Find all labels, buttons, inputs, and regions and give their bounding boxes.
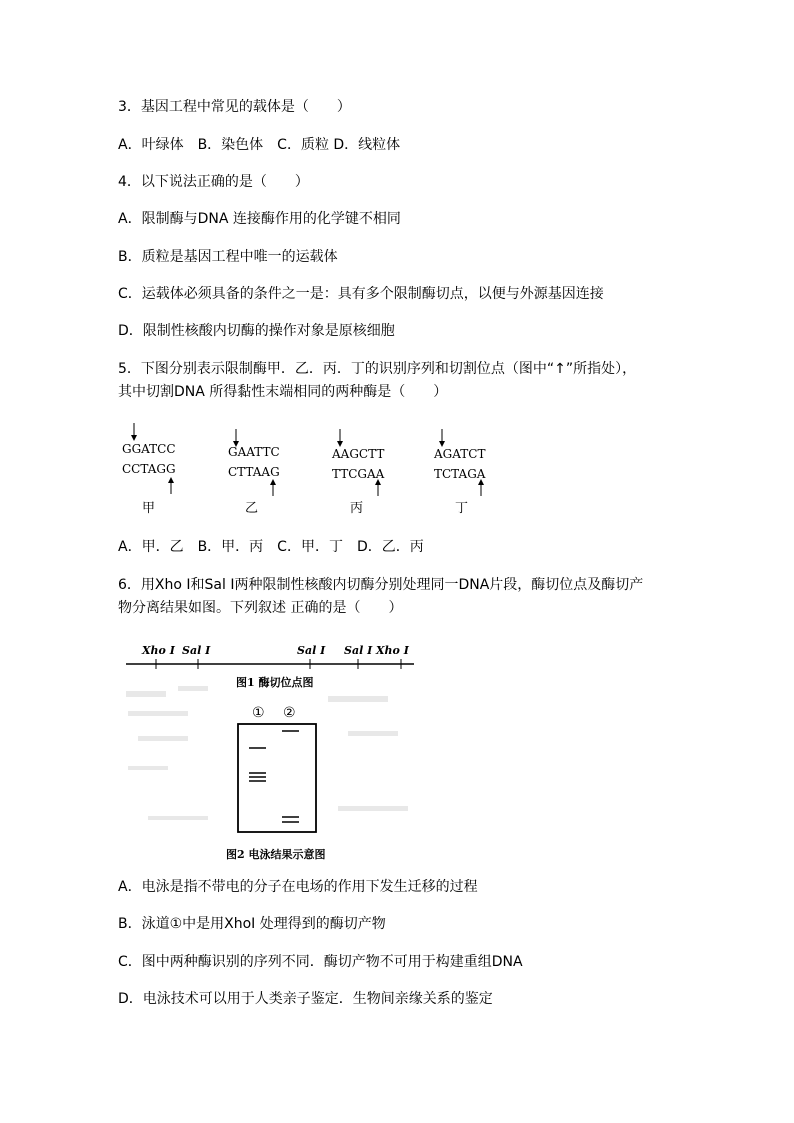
q3-stem: 3．基因工程中常见的载体是（ ） — [118, 99, 351, 115]
q6-option-b: B．泳道①中是用XhoI 处理得到的酶切产物 — [118, 916, 386, 932]
q4-stem: 4．以下说法正确的是（ ） — [118, 174, 309, 190]
fig2-caption: 图2 电泳结果示意图 — [226, 848, 326, 861]
q3-options: A．叶绿体 B．染色体 C．质粒 D．线粒体 — [118, 137, 401, 153]
q6-option-c: C．图中两种酶识别的序列不同．酶切产物不可用于构建重组DNA — [118, 954, 523, 970]
q6-stem-line2: 物分离结果如图。下列叙述 正确的是（ ） — [118, 600, 403, 616]
restriction-sites-figure — [118, 420, 518, 520]
enzyme-4-name: 丁 — [455, 501, 469, 516]
enzyme-3-bottom-seq: TTCGAA — [332, 467, 385, 481]
q4-option-a: A．限制酶与DNA 连接酶作用的化学键不相同 — [118, 211, 401, 227]
enzyme-1-top-seq: GGATCC — [122, 442, 176, 456]
site-label-sal3: Sal Ⅰ — [344, 644, 373, 657]
q4-option-c: C．运载体必须具备的条件之一是：具有多个限制酶切点，以便与外源基因连接 — [118, 286, 604, 302]
site-label-sal2: Sal Ⅰ — [297, 644, 326, 657]
q6-option-a: A．电泳是指不带电的分子在电场的作用下发生迁移的过程 — [118, 879, 478, 895]
enzyme-3-top-seq: AAGCTT — [332, 447, 385, 461]
enzyme-cut-figure — [118, 636, 428, 868]
q4-option-d: D．限制性核酸内切酶的操作对象是原核细胞 — [118, 323, 395, 339]
q6-option-d: D．电泳技术可以用于人类亲子鉴定．生物间亲缘关系的鉴定 — [118, 991, 493, 1007]
site-label-xho1: Xho Ⅰ — [142, 644, 175, 657]
enzyme-1-bottom-seq: CCTAGG — [122, 462, 176, 476]
enzyme-1-name: 甲 — [142, 501, 156, 516]
enzyme-3-name: 丙 — [350, 501, 364, 516]
enzyme-2-top-seq: GAATTC — [228, 445, 280, 459]
fig1-caption: 图1 酶切位点图 — [236, 676, 314, 689]
lane-label-1: ① — [252, 705, 265, 721]
q4-option-b: B．质粒是基因工程中唯一的运载体 — [118, 249, 338, 265]
lane-label-2: ② — [283, 705, 296, 721]
site-label-xho2: Xho Ⅰ — [376, 644, 409, 657]
q6-stem-line1: 6．用Xho Ⅰ和Sal Ⅰ两种限制性核酸内切酶分别处理同一DNA片段，酶切位点及酶切产 — [118, 577, 644, 593]
site-label-sal1: Sal Ⅰ — [182, 644, 211, 657]
restriction-sites-svg — [118, 420, 518, 520]
enzyme-2-bottom-seq: CTTAAG — [228, 465, 280, 479]
enzyme-2-name: 乙 — [245, 501, 259, 516]
q5-stem-line2: 其中切割DNA 所得黏性末端相同的两种酶是（ ） — [118, 384, 448, 400]
q5-options: A．甲．乙 B．甲．丙 C．甲．丁 D．乙．丙 — [118, 539, 424, 555]
enzyme-4-top-seq: AGATCT — [434, 447, 486, 461]
enzyme-cut-svg — [118, 636, 428, 868]
enzyme-4-bottom-seq: TCTAGA — [434, 467, 486, 481]
q5-stem-line1: 5．下图分别表示限制酶甲．乙．丙．丁的识别序列和切割位点（图中“↑”所指处）， — [118, 361, 637, 377]
